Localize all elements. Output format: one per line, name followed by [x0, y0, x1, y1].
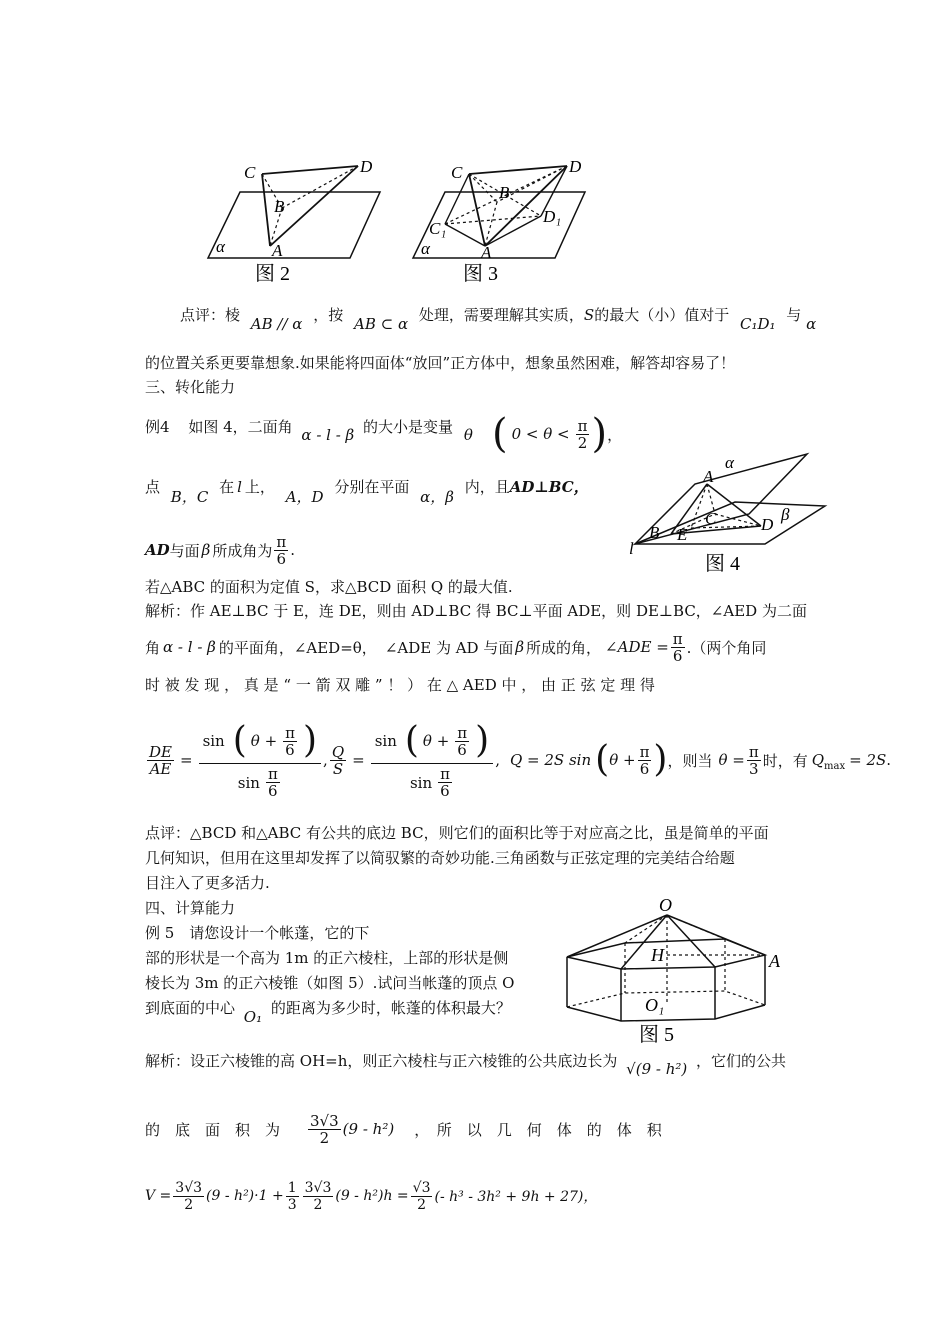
formula-qmax: Q	[811, 751, 825, 769]
fig5-label-a: A	[769, 951, 780, 971]
formula-eq2: =	[352, 751, 365, 769]
solution5-l2-tail: ， 所 以 几 何 体 的 体 积	[414, 1120, 662, 1139]
fig2-label-c: C	[244, 163, 256, 182]
formula-sin2: sin	[237, 773, 260, 792]
solution5-l3-den2: 2	[313, 1196, 323, 1213]
comment1-math3: C₁D₁	[739, 315, 776, 333]
example4-l3-period: .	[290, 541, 295, 559]
example4-l3-ad: AD	[145, 541, 170, 559]
fig4-label-beta: β	[781, 505, 790, 524]
comment2-line1: 点评：△BCD 和△ABC 有公共的底边 BC，则它们的面积比等于对应高之比，虽是简单的平面	[145, 824, 769, 842]
figure-4	[625, 450, 835, 580]
fig4-label-e: E	[677, 525, 688, 544]
example4-l2-alphabeta: α，β	[420, 488, 454, 506]
solution5-l2-num: 3√3	[310, 1111, 339, 1130]
example4-l2-l: l	[237, 478, 242, 496]
example5-line4	[145, 999, 511, 1026]
solution4-line1: 解析：作 AE⊥BC 于 E，连 DE，则由 AD⊥BC 得 BC⊥平面 ADE，则 DE⊥BC，∠AED 为二面	[145, 602, 807, 620]
solution5-l3-three: 3	[287, 1196, 297, 1213]
example5-l4-b: 的距离为多少时，帐蓬的体积最大？	[270, 999, 511, 1017]
formula-six4: 6	[440, 782, 450, 800]
formula-six1: 6	[285, 740, 295, 759]
solution4-l2-text2: 所成的角，	[526, 638, 602, 657]
fig4-label-b: B	[649, 523, 660, 542]
solution5-line2	[145, 1104, 662, 1154]
fig5-label-h: H	[651, 945, 664, 965]
example5-l4-a: 到底面的中心	[145, 999, 236, 1017]
formula-thetaeq: θ =	[718, 751, 745, 769]
comment1-prefix: 点评：棱	[180, 306, 241, 324]
section3-heading: 三、转化能力	[145, 378, 236, 396]
comment1-line2: 的位置关系更要靠想象.如果能将四面体“放回”正方体中，想象虽然困难，解答却容易了！	[145, 354, 736, 372]
example4-dihedral: α - l - β	[301, 426, 355, 444]
formula-sin4: sin	[409, 773, 433, 792]
fig3-label-a: A	[481, 243, 492, 262]
section4-heading: 四、计算能力	[145, 899, 236, 917]
formula-pi6: π	[748, 742, 759, 761]
solution4-l2-text: 的平面角，∠AED=θ，	[218, 638, 377, 657]
formula-when: 时，有	[762, 751, 808, 770]
example4-l3-angle: 所成角为	[212, 541, 273, 560]
formula-eq: =	[179, 751, 193, 769]
fig5-label-o1: O₁	[645, 995, 665, 1015]
fig3-label-c: C	[451, 163, 463, 182]
solution5-l3-term2: (9 - h²)h =	[335, 1188, 409, 1204]
formula-pi5: π	[639, 742, 650, 761]
formula-pi3: π	[457, 723, 468, 742]
fig4-label-a: A	[703, 467, 714, 486]
fig4-label-d: D	[761, 515, 774, 534]
comment1-text2: ，按	[313, 306, 344, 324]
comment1-text5: 与	[786, 306, 802, 324]
comment1-text4: 的最大（小）值对于	[594, 306, 730, 324]
solution4-formula: $\frac{DE}{AE}$ = sin ( θ + $\frac{\pi}{6}$ ) sin $\frac{\pi}{6}$ , $\frac{Q}{S}$ = sin ( θ + $\frac{\pi}{6}$ ) sin $\frac{\pi}{6}$ , Q = 2S sin ( θ + $\frac{\pi}{6}$ ) ，则当 θ = $\frac{\pi}{3}$ 时，有 Q max = 2S .	[149, 720, 892, 800]
example4-l2-nei: 内，且	[464, 478, 510, 496]
formula-six2: 6	[267, 782, 278, 800]
comment2-line2: 几何知识，但用在这里却发挥了以简驭繁的奇妙功能.三角函数与正弦定理的完美结合给题	[145, 849, 735, 867]
solution5-l2-term: (9 - h²)	[342, 1120, 395, 1138]
example4-pi: π	[577, 416, 588, 435]
fig4-caption: 图 4	[705, 553, 740, 575]
example4-l3-beta: β	[201, 541, 211, 559]
solution5-l1-b: ，它们的公共	[696, 1052, 787, 1070]
solution4-l2-ade-eq: ∠ADE =	[605, 638, 669, 656]
solution4-l2-six: 6	[672, 646, 683, 665]
formula-pi1: π	[285, 723, 295, 742]
formula-theta1: θ +	[250, 732, 278, 750]
example4-range-text: 0 < θ <	[511, 425, 570, 443]
example4-two: 2	[577, 433, 588, 452]
formula-max: max	[824, 760, 846, 772]
example4-l2-shang: 上，	[244, 478, 275, 496]
solution5-l3-num2: 3√3	[304, 1179, 332, 1196]
solution5-l1-a: 解析：设正六棱锥的高 OH=h，则正六棱柱与正六棱锥的公共底边长为	[145, 1052, 618, 1070]
fig3-label-d: D	[569, 157, 582, 176]
formula-q: Q	[331, 742, 345, 761]
formula-six5: 6	[639, 759, 650, 778]
formula-eq2s: = 2S	[849, 751, 887, 769]
example4-theta: θ	[463, 426, 473, 444]
fig2-label-b: B	[274, 197, 285, 216]
formula-six3: 6	[457, 740, 467, 759]
solution5-l3-den3: 2	[417, 1196, 427, 1213]
solution5-l3-v: V =	[145, 1188, 172, 1204]
comment1-s: S	[583, 306, 595, 324]
formula-s: S	[332, 759, 344, 778]
solution4-l2-pi: π	[672, 629, 683, 648]
example4-l3-pi: π	[276, 532, 287, 551]
solution5-l2-den: 2	[319, 1128, 330, 1147]
solution5-l3-num1: 3√3	[175, 1179, 203, 1196]
solution5-l3-term1: (9 - h²)·1 +	[206, 1188, 284, 1204]
example4-l2-plane: 分别在平面	[334, 478, 410, 496]
fig2-label-alpha: α	[216, 237, 225, 256]
fig5-label-o: O	[659, 895, 672, 915]
solution4-l2-dihedral: α - l - β	[163, 638, 216, 656]
solution4-line2	[145, 626, 766, 668]
formula-sin1: sin	[202, 732, 225, 750]
figure-2	[200, 150, 390, 290]
example4-l2-bc: B，C	[170, 488, 209, 506]
formula-de: DE	[149, 742, 172, 761]
formula-three: 3	[749, 759, 759, 778]
example4-theta-range: ( 0 < θ < $\frac{\pi}{2}$ ) ，	[492, 411, 623, 457]
solution5-l1-sqrt: √(9 - h²)	[626, 1060, 688, 1078]
fig2-caption: 图 2	[255, 263, 290, 285]
example4-line3	[145, 530, 295, 570]
example4-l2-point: 点	[145, 478, 161, 496]
fig3-label-c1: C₁	[429, 219, 447, 238]
example4-l2-zai: 在	[219, 478, 235, 496]
comment1-text3: 处理，需要理解其实质，	[418, 306, 584, 324]
formula-pi2: π	[267, 765, 278, 783]
fig4-label-alpha: α	[725, 453, 734, 472]
example4-comma: ，	[607, 425, 623, 444]
solution5-l3-one: 1	[287, 1179, 297, 1196]
formula-theta2: θ +	[422, 732, 450, 750]
example4-l2-ad: A，D	[285, 488, 324, 506]
solution5-l3-r3: √3	[412, 1179, 431, 1196]
formula-then: ，则当	[667, 751, 713, 770]
example5-l4-o1: O₁	[243, 1008, 263, 1026]
fig4-label-l: l	[629, 539, 634, 558]
formula-dot: .	[886, 751, 892, 769]
solution4-l2-tail: .（两个角同	[686, 638, 767, 657]
fig2-label-a: A	[272, 241, 283, 260]
solution4-l2-jiao: 角	[145, 638, 161, 657]
solution5-l3-term3: (- h³ - 3h² + 9h + 27)，	[434, 1189, 598, 1205]
solution5-line1	[145, 1052, 787, 1078]
example4-l3-face: 与面	[169, 541, 200, 560]
fig2-label-d: D	[360, 157, 373, 176]
comment1-math2: AB ⊂ α	[354, 315, 409, 333]
fig3-label-alpha: α	[421, 239, 430, 258]
solution5-l3-den1: 2	[184, 1196, 194, 1213]
formula-pi4: π	[440, 765, 450, 783]
example5-line3: 棱长为 3m 的正六棱锥（如图 5）.试问当帐蓬的顶点 O	[145, 974, 515, 992]
example4-l3-six: 6	[276, 549, 287, 568]
example4-text2: 的大小是变量	[363, 418, 454, 436]
formula-ae: AE	[149, 759, 172, 778]
example4-l2-perp: AD⊥BC，	[509, 478, 589, 496]
formula-sin3: sin	[374, 732, 397, 750]
fig5-caption: 图 5	[639, 1024, 674, 1045]
solution4-l2-beta: β	[515, 638, 525, 656]
example4-label: 例4	[145, 418, 170, 436]
comment1-math1: AB // α	[250, 315, 303, 333]
fig3-label-d1: D₁	[543, 207, 562, 226]
comment1-line1	[180, 306, 817, 333]
solution5-l2-text: 的 底 面 积 为	[145, 1120, 281, 1139]
solution4-l2-ade: ∠ADE 为 AD 与面	[384, 638, 514, 657]
example4-line2	[145, 478, 589, 506]
figure-3	[405, 150, 595, 290]
figure-5	[555, 895, 795, 1045]
example5-line2: 部的形状是一个高为 1m 的正六棱柱，上部的形状是侧	[145, 949, 509, 967]
formula-q2s: Q = 2S sin	[509, 751, 592, 769]
example5-line1: 例 5 请您设计一个帐蓬，它的下	[145, 924, 370, 942]
formula-theta3: θ +	[609, 751, 636, 769]
fig3-caption: 图 3	[463, 263, 498, 285]
example4-line4: 若△ABC 的面积为定值 S，求△BCD 面积 Q 的最大值.	[145, 578, 513, 596]
example4-text1: 如图 4，二面角	[188, 418, 293, 436]
solution5-line3	[145, 1172, 597, 1220]
comment2-line3: 目注入了更多活力.	[145, 874, 270, 892]
example4-line1	[145, 418, 473, 444]
fig3-label-b: B	[499, 183, 510, 202]
solution4-line3: 时 被 发 现 ， 真 是 “ 一 箭 双 雕 ” ！ ） 在 △ AED 中 ， 由 正 弦 定 理 得	[145, 676, 655, 694]
comment1-math4: α	[806, 315, 817, 333]
fig4-label-c: C	[705, 509, 717, 528]
